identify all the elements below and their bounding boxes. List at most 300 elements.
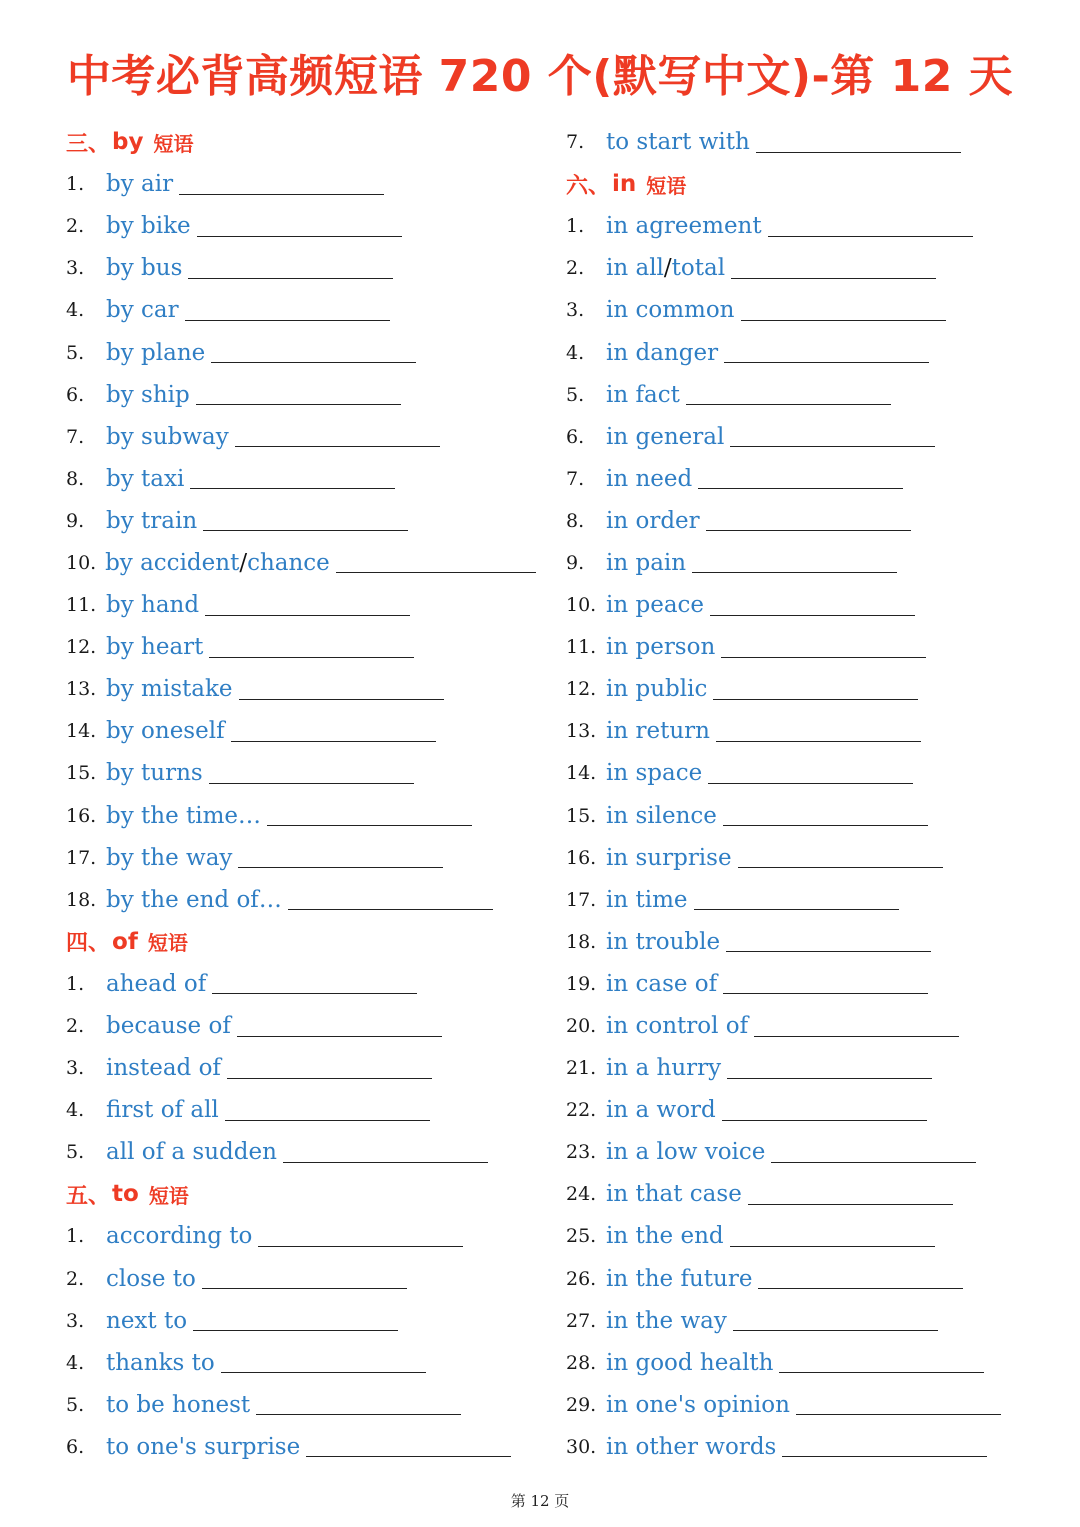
phrase-text — [106, 1266, 196, 1292]
item-number: 7. — [566, 467, 585, 490]
answer-blank[interactable] — [708, 763, 913, 784]
phrase-part: in common — [606, 297, 735, 324]
answer-blank[interactable] — [726, 931, 931, 952]
item-number: 5. — [566, 383, 585, 406]
phrase-part: in order — [606, 507, 700, 534]
phrase-item — [66, 331, 536, 373]
phrase-part: according to — [106, 1223, 253, 1250]
item-number: 3. — [66, 1057, 85, 1080]
section-keyword: in — [612, 171, 637, 198]
answer-blank[interactable] — [179, 174, 384, 195]
item-number: 15. — [566, 804, 597, 827]
section-heading — [66, 921, 536, 963]
answer-blank[interactable] — [706, 510, 911, 531]
phrase-part: in danger — [606, 339, 719, 366]
answer-blank[interactable] — [211, 342, 416, 363]
answer-blank[interactable] — [221, 1352, 426, 1373]
answer-blank[interactable] — [723, 973, 928, 994]
item-number: 5. — [66, 1393, 85, 1416]
phrase-item — [66, 247, 536, 289]
phrase-item — [66, 752, 536, 794]
answer-blank[interactable] — [202, 1268, 407, 1289]
phrase-text — [606, 1434, 776, 1460]
phrase-item — [66, 163, 536, 205]
phrase-part: by the end of… — [106, 886, 282, 913]
phrase-text — [106, 382, 190, 408]
phrase-part: by bus — [106, 255, 183, 282]
item-number: 4. — [66, 1099, 85, 1122]
answer-blank[interactable] — [748, 1184, 953, 1205]
phrase-item — [566, 710, 1046, 752]
phrase-part: by hand — [106, 592, 200, 619]
phrase-item — [66, 879, 536, 921]
phrase-part: in need — [606, 465, 693, 492]
item-number: 28. — [566, 1351, 597, 1374]
section-number: 五、 — [66, 1183, 111, 1209]
item-number: 14. — [566, 762, 597, 785]
answer-blank[interactable] — [716, 721, 921, 742]
phrase-text — [606, 1392, 790, 1418]
phrase-part: in the end — [606, 1223, 724, 1250]
page-number: 第 12 页 — [510, 1492, 570, 1510]
answer-blank[interactable] — [779, 1352, 984, 1373]
phrase-text — [606, 1013, 748, 1039]
answer-blank[interactable] — [756, 132, 961, 153]
phrase-part: by train — [106, 507, 198, 534]
phrase-part: by car — [106, 297, 179, 324]
answer-blank[interactable] — [239, 679, 444, 700]
phrase-text — [106, 845, 232, 871]
phrase-text — [106, 887, 282, 913]
item-number: 3. — [566, 299, 585, 322]
phrase-item — [66, 205, 536, 247]
section-keyword: to — [112, 1181, 139, 1208]
item-number: 8. — [66, 467, 85, 490]
phrase-text — [106, 1308, 187, 1334]
phrase-part: in good health — [606, 1349, 774, 1376]
item-number: 14. — [66, 720, 97, 743]
item-number: 9. — [566, 551, 585, 574]
phrase-part: by ship — [106, 381, 190, 408]
phrase-part: by bike — [106, 213, 191, 240]
answer-blank[interactable] — [205, 595, 410, 616]
answer-blank[interactable] — [698, 468, 903, 489]
answer-blank[interactable] — [768, 216, 973, 237]
phrase-text — [606, 550, 686, 576]
left-column — [66, 121, 536, 1468]
phrase-item — [566, 1342, 1046, 1384]
answer-blank[interactable] — [336, 552, 536, 573]
answer-blank[interactable] — [738, 847, 943, 868]
phrase-item — [66, 1047, 536, 1089]
phrase-text — [106, 1013, 231, 1039]
phrase-part: in a hurry — [606, 1055, 722, 1082]
section-heading — [566, 163, 1046, 205]
phrase-part: chance — [247, 549, 330, 576]
phrase-part: in the way — [606, 1307, 727, 1334]
phrase-item — [66, 837, 536, 879]
item-number: 13. — [566, 720, 597, 743]
phrase-item — [566, 1258, 1046, 1300]
item-number: 1. — [66, 1225, 85, 1248]
phrase-item — [66, 1005, 536, 1047]
item-number: 24. — [566, 1183, 597, 1206]
phrase-item — [566, 668, 1046, 710]
phrase-item — [66, 1131, 536, 1173]
answer-blank[interactable] — [727, 1058, 932, 1079]
item-number: 2. — [566, 257, 585, 280]
phrase-text — [106, 466, 184, 492]
phrase-text — [606, 760, 702, 786]
phrase-part: in case of — [606, 970, 718, 997]
phrase-text — [106, 297, 179, 323]
phrase-text — [606, 887, 688, 913]
phrase-part: to be honest — [106, 1391, 251, 1418]
phrase-item — [66, 1426, 536, 1468]
item-number: 25. — [566, 1225, 597, 1248]
answer-blank[interactable] — [193, 1310, 398, 1331]
phrase-part: in that case — [606, 1181, 742, 1208]
phrase-text — [606, 634, 715, 660]
phrase-item — [566, 1215, 1046, 1257]
item-number: 23. — [566, 1141, 597, 1164]
phrase-item — [566, 1131, 1046, 1173]
answer-blank[interactable] — [225, 1100, 430, 1121]
answer-blank[interactable] — [256, 1394, 461, 1415]
phrase-part: in person — [606, 634, 716, 661]
phrase-text — [606, 508, 700, 534]
answer-blank[interactable] — [212, 973, 417, 994]
phrase-item — [566, 500, 1046, 542]
answer-blank[interactable] — [267, 805, 472, 826]
phrase-item — [566, 837, 1046, 879]
answer-blank[interactable] — [713, 679, 918, 700]
item-number: 1. — [66, 972, 85, 995]
answer-blank[interactable] — [694, 889, 899, 910]
answer-blank[interactable] — [306, 1436, 511, 1457]
phrase-item — [566, 584, 1046, 626]
answer-blank[interactable] — [710, 595, 915, 616]
phrase-part: in fact — [606, 381, 680, 408]
answer-blank[interactable] — [258, 1226, 463, 1247]
phrase-text — [606, 1055, 721, 1081]
phrase-text — [106, 255, 182, 281]
phrase-text — [606, 340, 718, 366]
phrase-part: in space — [606, 760, 703, 787]
phrase-item — [566, 1300, 1046, 1342]
answer-blank[interactable] — [188, 258, 393, 279]
phrase-item — [66, 1300, 536, 1342]
phrase-part: in silence — [606, 802, 717, 829]
answer-blank[interactable] — [733, 1310, 938, 1331]
phrase-item — [566, 121, 1046, 163]
phrase-part: in return — [606, 718, 710, 745]
page-title: 中考必背高频短语 720 个(默写中文)-第 12 天 — [66, 51, 1014, 102]
phrase-item — [566, 1426, 1046, 1468]
phrase-text — [106, 1392, 250, 1418]
slash-separator: / — [663, 255, 672, 282]
answer-blank[interactable] — [721, 637, 926, 658]
answer-blank[interactable] — [196, 384, 401, 405]
phrase-part: by taxi — [106, 465, 185, 492]
phrase-text — [106, 634, 203, 660]
phrase-part: in public — [606, 676, 708, 703]
phrase-text — [606, 382, 680, 408]
answer-blank[interactable] — [692, 552, 897, 573]
item-number: 27. — [566, 1309, 597, 1332]
answer-blank[interactable] — [758, 1268, 963, 1289]
slash-separator: / — [239, 549, 248, 576]
phrase-text — [106, 1097, 219, 1123]
phrase-item — [566, 626, 1046, 668]
phrase-part: in agreement — [606, 213, 762, 240]
phrase-text — [606, 129, 750, 155]
phrase-text — [106, 1350, 215, 1376]
phrase-part: in peace — [606, 592, 705, 619]
phrase-text — [106, 340, 205, 366]
phrase-part: in time — [606, 886, 688, 913]
phrase-item — [66, 1384, 536, 1426]
phrase-part: in all — [606, 255, 664, 282]
item-number: 21. — [566, 1057, 597, 1080]
section-keyword: of — [112, 928, 138, 955]
item-number: 8. — [566, 509, 585, 532]
phrase-part: total — [671, 255, 726, 282]
section-label: 短语 — [147, 931, 188, 956]
phrase-text — [106, 1139, 277, 1165]
item-number: 6. — [66, 1435, 85, 1458]
phrase-part: in a word — [606, 1097, 716, 1124]
answer-blank[interactable] — [238, 847, 443, 868]
phrase-item — [66, 500, 536, 542]
phrase-part: in pain — [606, 549, 687, 576]
phrase-part: by heart — [106, 634, 204, 661]
phrase-item — [66, 289, 536, 331]
phrase-text — [606, 803, 717, 829]
phrase-item — [566, 752, 1046, 794]
item-number: 4. — [66, 1351, 85, 1374]
answer-blank[interactable] — [686, 384, 891, 405]
item-number: 12. — [66, 636, 97, 659]
answer-blank[interactable] — [283, 1142, 488, 1163]
answer-blank[interactable] — [209, 763, 414, 784]
item-number: 19. — [566, 972, 597, 995]
phrase-text — [106, 592, 199, 618]
phrase-item — [566, 1173, 1046, 1215]
item-number: 7. — [66, 425, 85, 448]
phrase-item — [566, 458, 1046, 500]
phrase-item — [566, 921, 1046, 963]
phrase-part: in other words — [606, 1433, 777, 1460]
phrase-item — [566, 542, 1046, 584]
phrase-item — [66, 374, 536, 416]
phrase-text — [606, 1223, 724, 1249]
item-number: 30. — [566, 1435, 597, 1458]
phrase-part: in a low voice — [606, 1139, 766, 1166]
phrase-item — [66, 542, 536, 584]
phrase-item — [66, 584, 536, 626]
answer-blank[interactable] — [724, 342, 929, 363]
phrase-part: thanks to — [106, 1349, 215, 1376]
phrase-text — [106, 424, 229, 450]
phrase-text — [606, 1308, 727, 1334]
phrase-item — [566, 1005, 1046, 1047]
item-number: 3. — [66, 1309, 85, 1332]
item-number: 10. — [66, 551, 97, 574]
answer-blank[interactable] — [185, 300, 390, 321]
phrase-part: in control of — [606, 1013, 749, 1040]
answer-blank[interactable] — [782, 1436, 987, 1457]
phrase-item — [566, 205, 1046, 247]
item-number: 11. — [566, 636, 597, 659]
answer-blank[interactable] — [288, 889, 493, 910]
item-number: 18. — [566, 930, 597, 953]
item-number: 1. — [66, 173, 85, 196]
item-number: 5. — [66, 1141, 85, 1164]
phrase-part: to start with — [606, 129, 750, 156]
phrase-part: instead of — [106, 1055, 221, 1082]
phrase-part: in surprise — [606, 844, 732, 871]
phrase-text — [105, 550, 330, 576]
answer-blank[interactable] — [731, 258, 936, 279]
item-number: 17. — [566, 888, 597, 911]
phrase-part: by accident — [105, 549, 240, 576]
phrase-part: by the way — [106, 844, 233, 871]
answer-blank[interactable] — [197, 216, 402, 237]
phrase-part: by oneself — [106, 718, 225, 745]
answer-blank[interactable] — [209, 637, 414, 658]
phrase-item — [566, 331, 1046, 373]
section-label: 短语 — [646, 173, 687, 198]
answer-blank[interactable] — [771, 1142, 976, 1163]
phrase-part: ahead of — [106, 970, 207, 997]
answer-blank[interactable] — [722, 1100, 927, 1121]
phrase-text — [606, 676, 707, 702]
phrase-text — [606, 929, 720, 955]
phrase-item — [66, 626, 536, 668]
phrase-item — [566, 1089, 1046, 1131]
phrase-part: first of all — [106, 1097, 219, 1124]
item-number: 6. — [66, 383, 85, 406]
phrase-item — [566, 289, 1046, 331]
phrase-text — [606, 1181, 742, 1207]
item-number: 6. — [566, 425, 585, 448]
item-number: 7. — [566, 131, 585, 154]
phrase-item — [566, 1384, 1046, 1426]
item-number: 10. — [566, 594, 597, 617]
phrase-item — [66, 1089, 536, 1131]
section-number: 四、 — [66, 931, 111, 957]
phrase-part: all of a sudden — [106, 1139, 277, 1166]
phrase-part: next to — [106, 1307, 188, 1334]
phrase-text — [606, 297, 735, 323]
item-number: 16. — [66, 804, 97, 827]
item-number: 15. — [66, 762, 97, 785]
phrase-text — [606, 718, 710, 744]
phrase-part: by the time… — [106, 802, 262, 829]
phrase-part: in one's opinion — [606, 1391, 790, 1418]
phrase-text — [606, 466, 692, 492]
answer-blank[interactable] — [203, 510, 408, 531]
item-number: 2. — [66, 215, 85, 238]
phrase-item — [566, 374, 1046, 416]
answer-blank[interactable] — [227, 1058, 432, 1079]
answer-blank[interactable] — [796, 1394, 1001, 1415]
phrase-part: in general — [606, 423, 725, 450]
phrase-text — [106, 760, 203, 786]
right-column — [566, 121, 1046, 1468]
phrase-item — [66, 1215, 536, 1257]
item-number: 20. — [566, 1015, 597, 1038]
answer-blank[interactable] — [190, 468, 395, 489]
phrase-text — [106, 171, 173, 197]
phrase-part: by air — [106, 171, 174, 198]
phrase-part: to one's surprise — [106, 1433, 301, 1460]
item-number: 4. — [566, 341, 585, 364]
phrase-text — [606, 1097, 716, 1123]
phrase-text — [606, 1139, 765, 1165]
item-number: 2. — [66, 1015, 85, 1038]
phrase-text — [606, 1266, 752, 1292]
phrase-part: by turns — [106, 760, 203, 787]
phrase-part: by mistake — [106, 676, 233, 703]
answer-blank[interactable] — [231, 721, 436, 742]
item-number: 13. — [66, 678, 97, 701]
section-label: 短语 — [153, 131, 194, 156]
phrase-item — [66, 458, 536, 500]
answer-blank[interactable] — [730, 426, 935, 447]
phrase-text — [106, 508, 197, 534]
phrase-item — [566, 963, 1046, 1005]
section-keyword: by — [112, 129, 144, 156]
item-number: 4. — [66, 299, 85, 322]
item-number: 17. — [66, 846, 97, 869]
phrase-text — [106, 718, 225, 744]
phrase-item — [66, 1258, 536, 1300]
phrase-text — [606, 845, 732, 871]
answer-blank[interactable] — [741, 300, 946, 321]
answer-blank[interactable] — [754, 1016, 959, 1037]
phrase-part: in trouble — [606, 928, 721, 955]
item-number: 18. — [66, 888, 97, 911]
phrase-part: close to — [106, 1265, 196, 1292]
phrase-text — [106, 676, 233, 702]
phrase-text — [106, 971, 206, 997]
phrase-item — [66, 668, 536, 710]
phrase-item — [566, 879, 1046, 921]
item-number: 5. — [66, 341, 85, 364]
section-heading — [66, 121, 536, 163]
section-label: 短语 — [148, 1183, 189, 1208]
section-number: 三、 — [66, 131, 111, 157]
phrase-text — [606, 424, 724, 450]
section-heading — [66, 1173, 536, 1215]
answer-blank[interactable] — [237, 1016, 442, 1037]
phrase-item — [566, 247, 1046, 289]
item-number: 11. — [66, 594, 97, 617]
item-number: 29. — [566, 1393, 597, 1416]
phrase-item — [566, 416, 1046, 458]
phrase-text — [106, 1434, 300, 1460]
phrase-text — [606, 1350, 773, 1376]
answer-blank[interactable] — [723, 805, 928, 826]
answer-blank[interactable] — [730, 1226, 935, 1247]
phrase-text — [606, 971, 717, 997]
phrase-part: in the future — [606, 1265, 753, 1292]
phrase-text — [106, 1055, 221, 1081]
item-number: 22. — [566, 1099, 597, 1122]
answer-blank[interactable] — [235, 426, 440, 447]
